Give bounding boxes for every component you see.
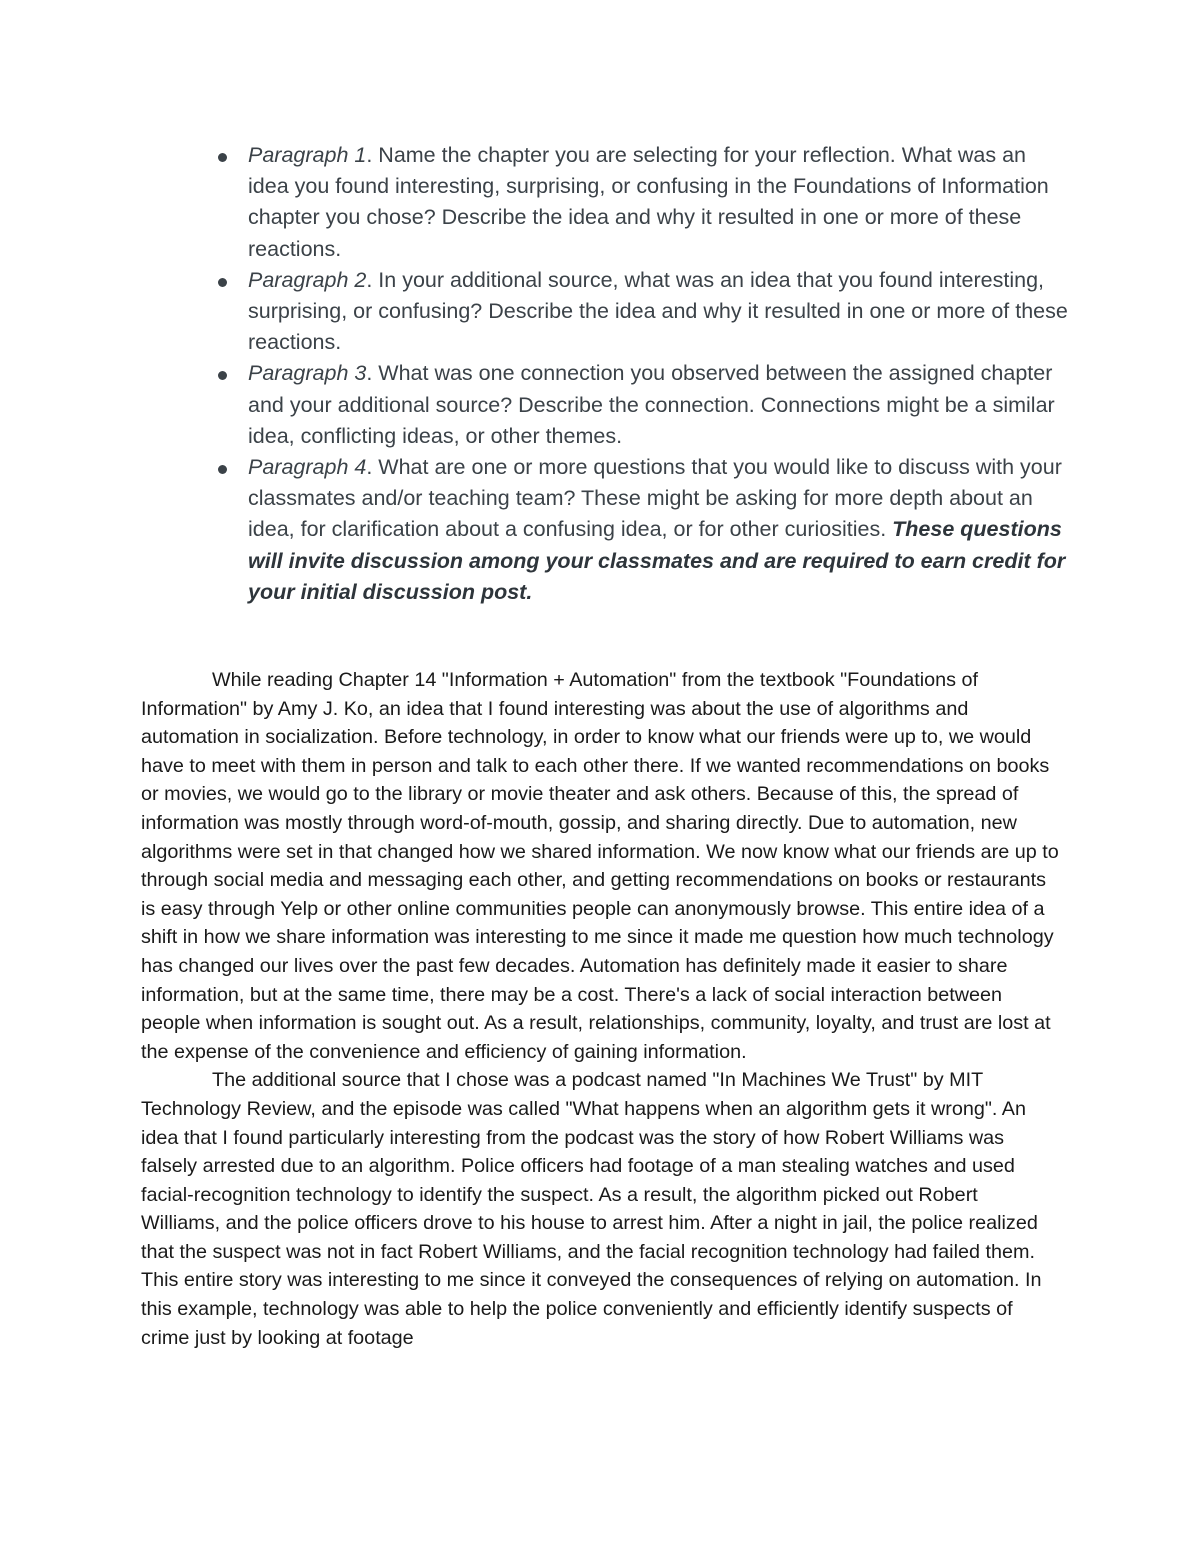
prompt-text: . What are one or more questions that you would like to discuss with your classmates and/or teaching team? These might be asking for more depth about an idea, for clarification about a confusing idea, or for other curiosities.: [248, 455, 1062, 542]
list-item: [248, 140, 1068, 265]
essay-body: [141, 666, 1061, 1352]
prompt-emphasis: These questions will invite discussion among your classmates and are required to earn credit for your initial discussion post.: [248, 517, 1066, 604]
bullet-icon: [218, 153, 227, 162]
bullet-icon: [218, 465, 227, 474]
prompt-label: Paragraph 1: [248, 143, 367, 167]
prompt-text: . In your additional source, what was an idea that you found interesting, surprising, or confusing? Describe the idea and why it resulted in one or more of these reactions.: [248, 267, 1068, 355]
prompt-label: Paragraph 2: [248, 267, 367, 292]
list-item: [248, 265, 1068, 359]
prompt-text: . What was one connection you observed between the assigned chapter and your additional source? Describe the connection. Connections might be a similar idea, conflicting ideas, or other themes.: [248, 361, 1055, 448]
list-item: [248, 452, 1068, 608]
essay-paragraph: The additional source that I chose was a podcast named "In Machines We Trust" by MIT Technology Review, and the episode was called "What happens when an algorithm gets it wrong". An idea that I found particularly interesting from the podcast was the story of how Robert Williams was falsely arrested due to an algorithm. Police officers had footage of a man stealing watches and used facial-recognition technology to identify the suspect. As a result, the algorithm picked out Robert Williams, and the police officers drove to his house to arrest him. After a night in jail, the police realized that the suspect was not in fact Robert Williams, and the facial recognition technology had failed them. This entire story was interesting to me since it conveyed the consequences of relying on automation. In this example, technology was able to help the police conveniently and efficiently identify suspects of crime just by looking at footage: [141, 1069, 1042, 1349]
list-item: [248, 358, 1068, 452]
prompt-label: Paragraph 3: [248, 361, 367, 386]
essay-paragraph: While reading Chapter 14 "Information + Automation" from the textbook "Foundations of Information" by Amy J. Ko, an idea that I found interesting was about the use of algorithms and automation in socialization. Before technology, in order to know what our friends were up to, we would have to meet with them in person and talk to each other there. If we wanted recommendations on books or movies, we would go to the library or movie theater and ask others. Because of this, the spread of information was mostly through word-of-mouth, gossip, and sharing directly. Due to automation, new algorithms were set in that changed how we shared information. We now know what our friends are up to through social media and messaging each other, and getting recommendations on books or restaurants is easy through Yelp or other online communities people can anonymously browse. This entire idea of a shift in how we share information was interesting to me since it made me question how much technology has changed our lives over the past few decades. Automation has definitely made it easier to share information, but at the same time, there may be a cost. There's a lack of social interaction between people when information is sought out. As a result, relationships, community, loyalty, and trust are lost at the expense of the convenience and efficiency of gaining information.: [141, 669, 1059, 1063]
prompt-label: Paragraph 4: [248, 455, 367, 480]
bullet-icon: [218, 371, 227, 380]
bullet-icon: [218, 278, 227, 287]
prompt-text: . Name the chapter you are selecting for your reflection. What was an idea you found interesting, surprising, or confusing in the Foundations of Information chapter you chose? Describe the idea and why it resulted in one or more of these reactions.: [248, 143, 1049, 261]
prompt-list: [248, 140, 1068, 608]
